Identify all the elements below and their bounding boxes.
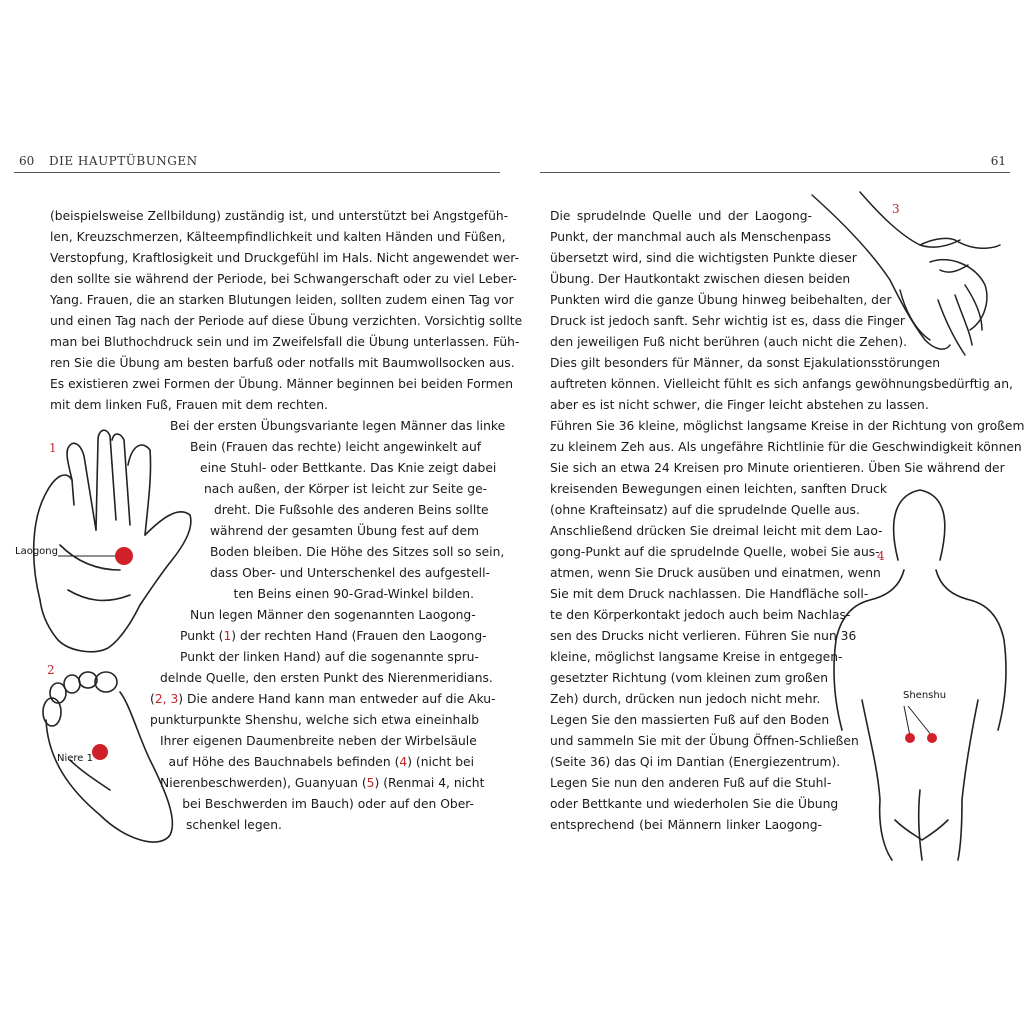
text-line: dass Ober- und Unterschenkel des aufgestell- [210, 566, 490, 580]
text-line: und sammeln Sie mit der Übung Öffnen-Schließen [550, 734, 859, 748]
text-line: dreht. Die Fußsohle des anderen Beins sollte [214, 503, 489, 517]
text-segment: ) (Renmai 4, nicht [374, 776, 485, 790]
text-line: und einen Tag nach der Periode auf diese Übung verzichten. Vorsichtig sollte [50, 314, 523, 328]
text-line: entsprechend (bei Männern linker Laogong- [550, 818, 822, 832]
chapter-title: DIE HAUPTÜBUNGEN [49, 154, 198, 168]
text-line: aber es ist nicht schwer, die Finger leicht abstehen zu lassen. [550, 398, 929, 412]
text-line: Sie sich an etwa 24 Kreisen pro Minute orientieren. Üben Sie während der [550, 461, 1005, 475]
text-line: Es existieren zwei Formen der Übung. Männer beginnen bei beiden Formen [50, 377, 513, 391]
figure-4-number: 4 [877, 549, 885, 563]
figure-2-label: Niere 1 [57, 753, 93, 764]
text-line: (Seite 36) das Qi im Dantian (Energiezentrum). [550, 755, 841, 769]
figure-1-number: 1 [49, 441, 57, 455]
text-line: Dies gilt besonders für Männer, da sonst Ejakulationsstörungen [550, 356, 941, 370]
figure-ref[interactable]: 4 [399, 755, 408, 769]
left-page-number: 60 [19, 154, 35, 168]
text-line: Zeh) durch, drücken nun jedoch nicht mehr. [550, 692, 821, 706]
text-line: auftreten können. Vielleicht fühlt es sich anfangs gewöhnungsbedürftig an, [550, 377, 1013, 391]
text-line: Die sprudelnde Quelle und der Laogong- [550, 209, 812, 223]
text-line: kreisenden Bewegungen einen leichten, sanften Druck [550, 482, 887, 496]
text-line: oder Bettkante und wiederholen Sie die Übung [550, 797, 839, 811]
text-line: (ohne Krafteinsatz) auf die sprudelnde Quelle aus. [550, 503, 860, 517]
figure-ref[interactable]: 5 [366, 776, 375, 790]
figure-2-number: 2 [47, 663, 55, 677]
text-line: bei Beschwerden im Bauch) oder auf den Ober- [182, 797, 474, 811]
text-line: Punkt der linken Hand) auf die sogenannte spru- [180, 650, 479, 664]
shenshu-point-right [927, 733, 937, 743]
text-line: Sie mit dem Druck nachlassen. Die Handfläche soll- [550, 587, 869, 601]
text-line: te den Körperkontakt jedoch auch beim Nachlas- [550, 608, 851, 622]
figure-1-label: Laogong [15, 546, 58, 557]
text-line: Bei der ersten Übungsvariante legen Männer das linke [170, 419, 506, 433]
text-line: (beispielsweise Zellbildung) zuständig ist, und unterstützt bei Angstgefüh- [50, 209, 509, 223]
text-line: Verstopfung, Kraftlosigkeit und Druckgefühl im Hals. Nicht angewendet wer- [50, 251, 520, 265]
text-line: eine Stuhl- oder Bettkante. Das Knie zeigt dabei [200, 461, 497, 475]
figure-4-label: Shenshu [903, 690, 947, 701]
text-line: punkturpunkte Shenshu, welche sich etwa eineinhalb [150, 713, 480, 727]
text-line: nach außen, der Körper ist leicht zur Seite ge- [204, 482, 488, 496]
text-line: mit dem linken Fuß, Frauen mit dem rechten. [50, 398, 328, 412]
text-line: Nun legen Männer den sogenannten Laogong- [190, 608, 476, 622]
text-segment: Punkt ( [180, 629, 224, 643]
text-line: Bein (Frauen das rechte) leicht angewinkelt auf [190, 440, 482, 454]
figure-3-number: 3 [892, 202, 900, 216]
text-line: Legen Sie nun den anderen Fuß auf die Stuhl- [550, 776, 832, 790]
text-segment: Nierenbeschwerden), Guanyuan ( [160, 776, 367, 790]
shenshu-point-left [905, 733, 915, 743]
text-segment: ( [150, 692, 155, 706]
text-line: schenkel legen. [186, 818, 282, 832]
text-line: Yang. Frauen, die an starken Blutungen leiden, sollten zudem einen Tag vor [50, 293, 514, 307]
text-line: Anschließend drücken Sie dreimal leicht mit dem Lao- [550, 524, 883, 538]
figure-ref[interactable]: 2, 3 [154, 692, 179, 706]
text-line: Ihrer eigenen Daumenbreite neben der Wirbelsäule [160, 734, 477, 748]
text-line: ren Sie die Übung am besten barfuß oder notfalls mit Baumwollsocken aus. [50, 356, 515, 370]
text-line: zu kleinem Zeh aus. Als ungefähre Richtlinie für die Geschwindigkeit können [550, 440, 1022, 454]
text-line: während der gesamten Übung fest auf dem [210, 524, 480, 538]
text-segment: ) Die andere Hand kann man entweder auf die Aku- [178, 692, 496, 706]
text-line: Druck ist jedoch sanft. Sehr wichtig ist es, dass die Finger [550, 314, 905, 328]
figure-ref[interactable]: 1 [223, 629, 232, 643]
text-line: sen des Drucks nicht verlieren. Führen Sie nun 36 [550, 629, 857, 643]
text-line: übersetzt wird, sind die wichtigsten Punkte dieser [550, 251, 857, 265]
text-segment: ) (nicht bei [407, 755, 474, 769]
text-line: den jeweiligen Fuß nicht berühren (auch nicht die Zehen). [550, 335, 908, 349]
text-line: den sollte sie während der Periode, bei Schwangerschaft oder zu viel Leber- [50, 272, 517, 286]
text-line: ten Beins einen 90-Grad-Winkel bilden. [233, 587, 474, 601]
text-line: Übung. Der Hautkontakt zwischen diesen beiden [550, 272, 851, 286]
text-line: kleine, möglichst langsame Kreise in entgegen- [550, 650, 843, 664]
text-line: man bei Bluthochdruck sein und im Zweifelsfall die Übung unterlassen. Füh- [50, 335, 520, 349]
text-line: Führen Sie 36 kleine, möglichst langsame Kreise in der Richtung von großem [550, 419, 1024, 433]
text-line: delnde Quelle, den ersten Punkt des Nierenmeridians. [160, 671, 493, 685]
text-line: gesetzter Richtung (vom kleinen zum großen [550, 671, 829, 685]
text-line: Punkt, der manchmal auch als Menschenpass [550, 230, 832, 244]
text-line: Boden bleiben. Die Höhe des Sitzes soll so sein, [210, 545, 505, 559]
text-line: len, Kreuzschmerzen, Kälteempfindlichkeit und kalten Händen und Füßen, [50, 230, 506, 244]
text-line: Punkten wird die ganze Übung hinweg beibehalten, der [550, 293, 892, 307]
text-segment: auf Höhe des Bauchnabels befinden ( [168, 755, 400, 769]
right-page-number: 61 [990, 154, 1006, 168]
text-line: gong-Punkt auf die sprudelnde Quelle, wobei Sie aus- [550, 545, 880, 559]
text-line: atmen, wenn Sie Druck ausüben und einatmen, wenn [550, 566, 881, 580]
text-segment: ) der rechten Hand (Frauen den Laogong- [231, 629, 487, 643]
text-line: Legen Sie den massierten Fuß auf den Boden [550, 713, 830, 727]
